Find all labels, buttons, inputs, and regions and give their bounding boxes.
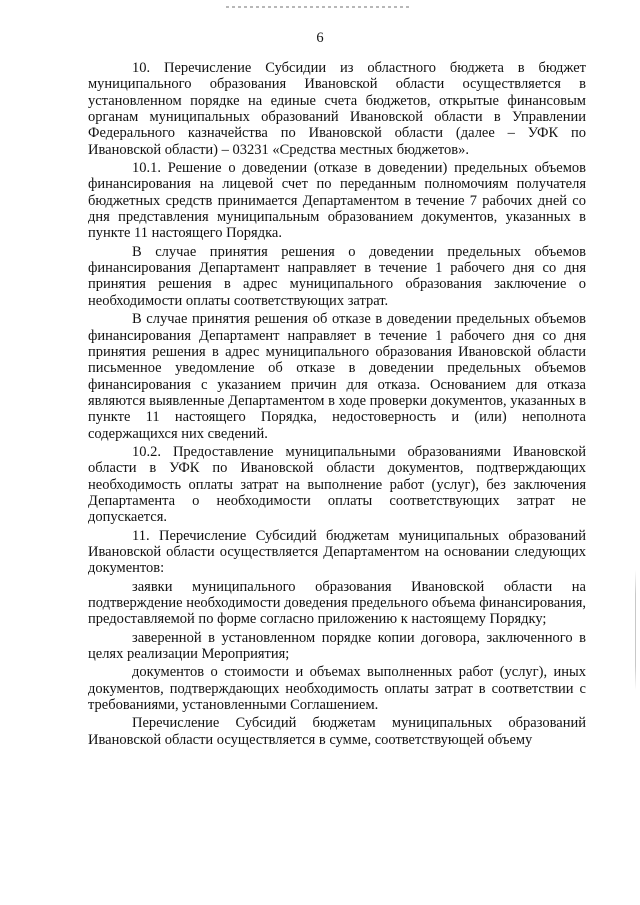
list-item-application: заявки муниципального образования Ивановской области на подтверждение необходимости доведения предельного объема финансирования, предоставляемой по форме согласно приложению к настоящему Порядку; [88, 578, 586, 628]
paragraph-11: 11. Перечисление Субсидий бюджетам муниципальных образований Ивановской области осуществляется Департаментом на основании следующих документов: [88, 527, 586, 577]
paragraph-10-1: 10.1. Решение о доведении (отказе в доведении) предельных объемов финансирования на лицевой счет по переданным полномочиям получателя бюджетных средств принимается Департаментом в течение 7 рабочих дней со дня представления муниципальным образованием документов, указанных в пункте 11 настоящего Порядка. [88, 160, 586, 242]
scan-header-artifact [226, 6, 412, 8]
paragraph-10-2: 10.2. Предоставление муниципальными образованиями Ивановской области в УФК по Ивановской области документов, подтверждающих необходимость оплаты затрат на выполнение работ (услуг), без заключения Департамента о необходимости оплаты соответствующих затрат не допускается. [88, 443, 586, 526]
paragraph-approval-case: В случае принятия решения о доведении предельных объемов финансирования Департамент направляет в течение 1 рабочего дня со дня принятия решения в адрес муниципального образования заключение о необходимости оплаты соответствующих затрат. [88, 243, 586, 309]
list-item-contract-copy: заверенной в установленном порядке копии договора, заключенного в целях реализации Мероприятия; [88, 629, 586, 663]
scan-edge-artifact [635, 570, 636, 690]
paragraph-refusal-case: В случае принятия решения об отказе в доведении предельных объемов финансирования Департамент направляет в течение 1 рабочего дня со дня принятия решения в адрес муниципального образования Ивановской области письменное уведомление об отказе в доведении предельных объемов финансирования с указанием причин для отказа. Основанием для отказа являются выявленные Департаментом в ходе проверки документов, указанных в пункте 11 настоящего Порядка, недостоверность и (или) неполнота содержащихся них сведений. [88, 311, 586, 442]
page-number: 6 [316, 30, 324, 46]
list-item-cost-documents: документов о стоимости и объемах выполненных работ (услуг), иных документов, подтверждающих необходимость оплаты затрат в соответствии с требованиями, установленными Соглашением. [88, 664, 586, 714]
paragraph-transfer-amount: Перечисление Субсидий бюджетам муниципальных образований Ивановской области осуществляется в сумме, соответствующей объему [88, 715, 586, 748]
document-body [88, 60, 586, 748]
paragraph-10: 10. Перечисление Субсидии из областного бюджета в бюджет муниципального образования Ивановской области осуществляется в установленном порядке на единые счета бюджетов, открытые финансовым органам муниципальных образований Ивановской области в Управлении Федерального казначейства по Ивановской области (далее – УФК по Ивановской области) – 03231 «Средства местных бюджетов». [88, 60, 586, 158]
